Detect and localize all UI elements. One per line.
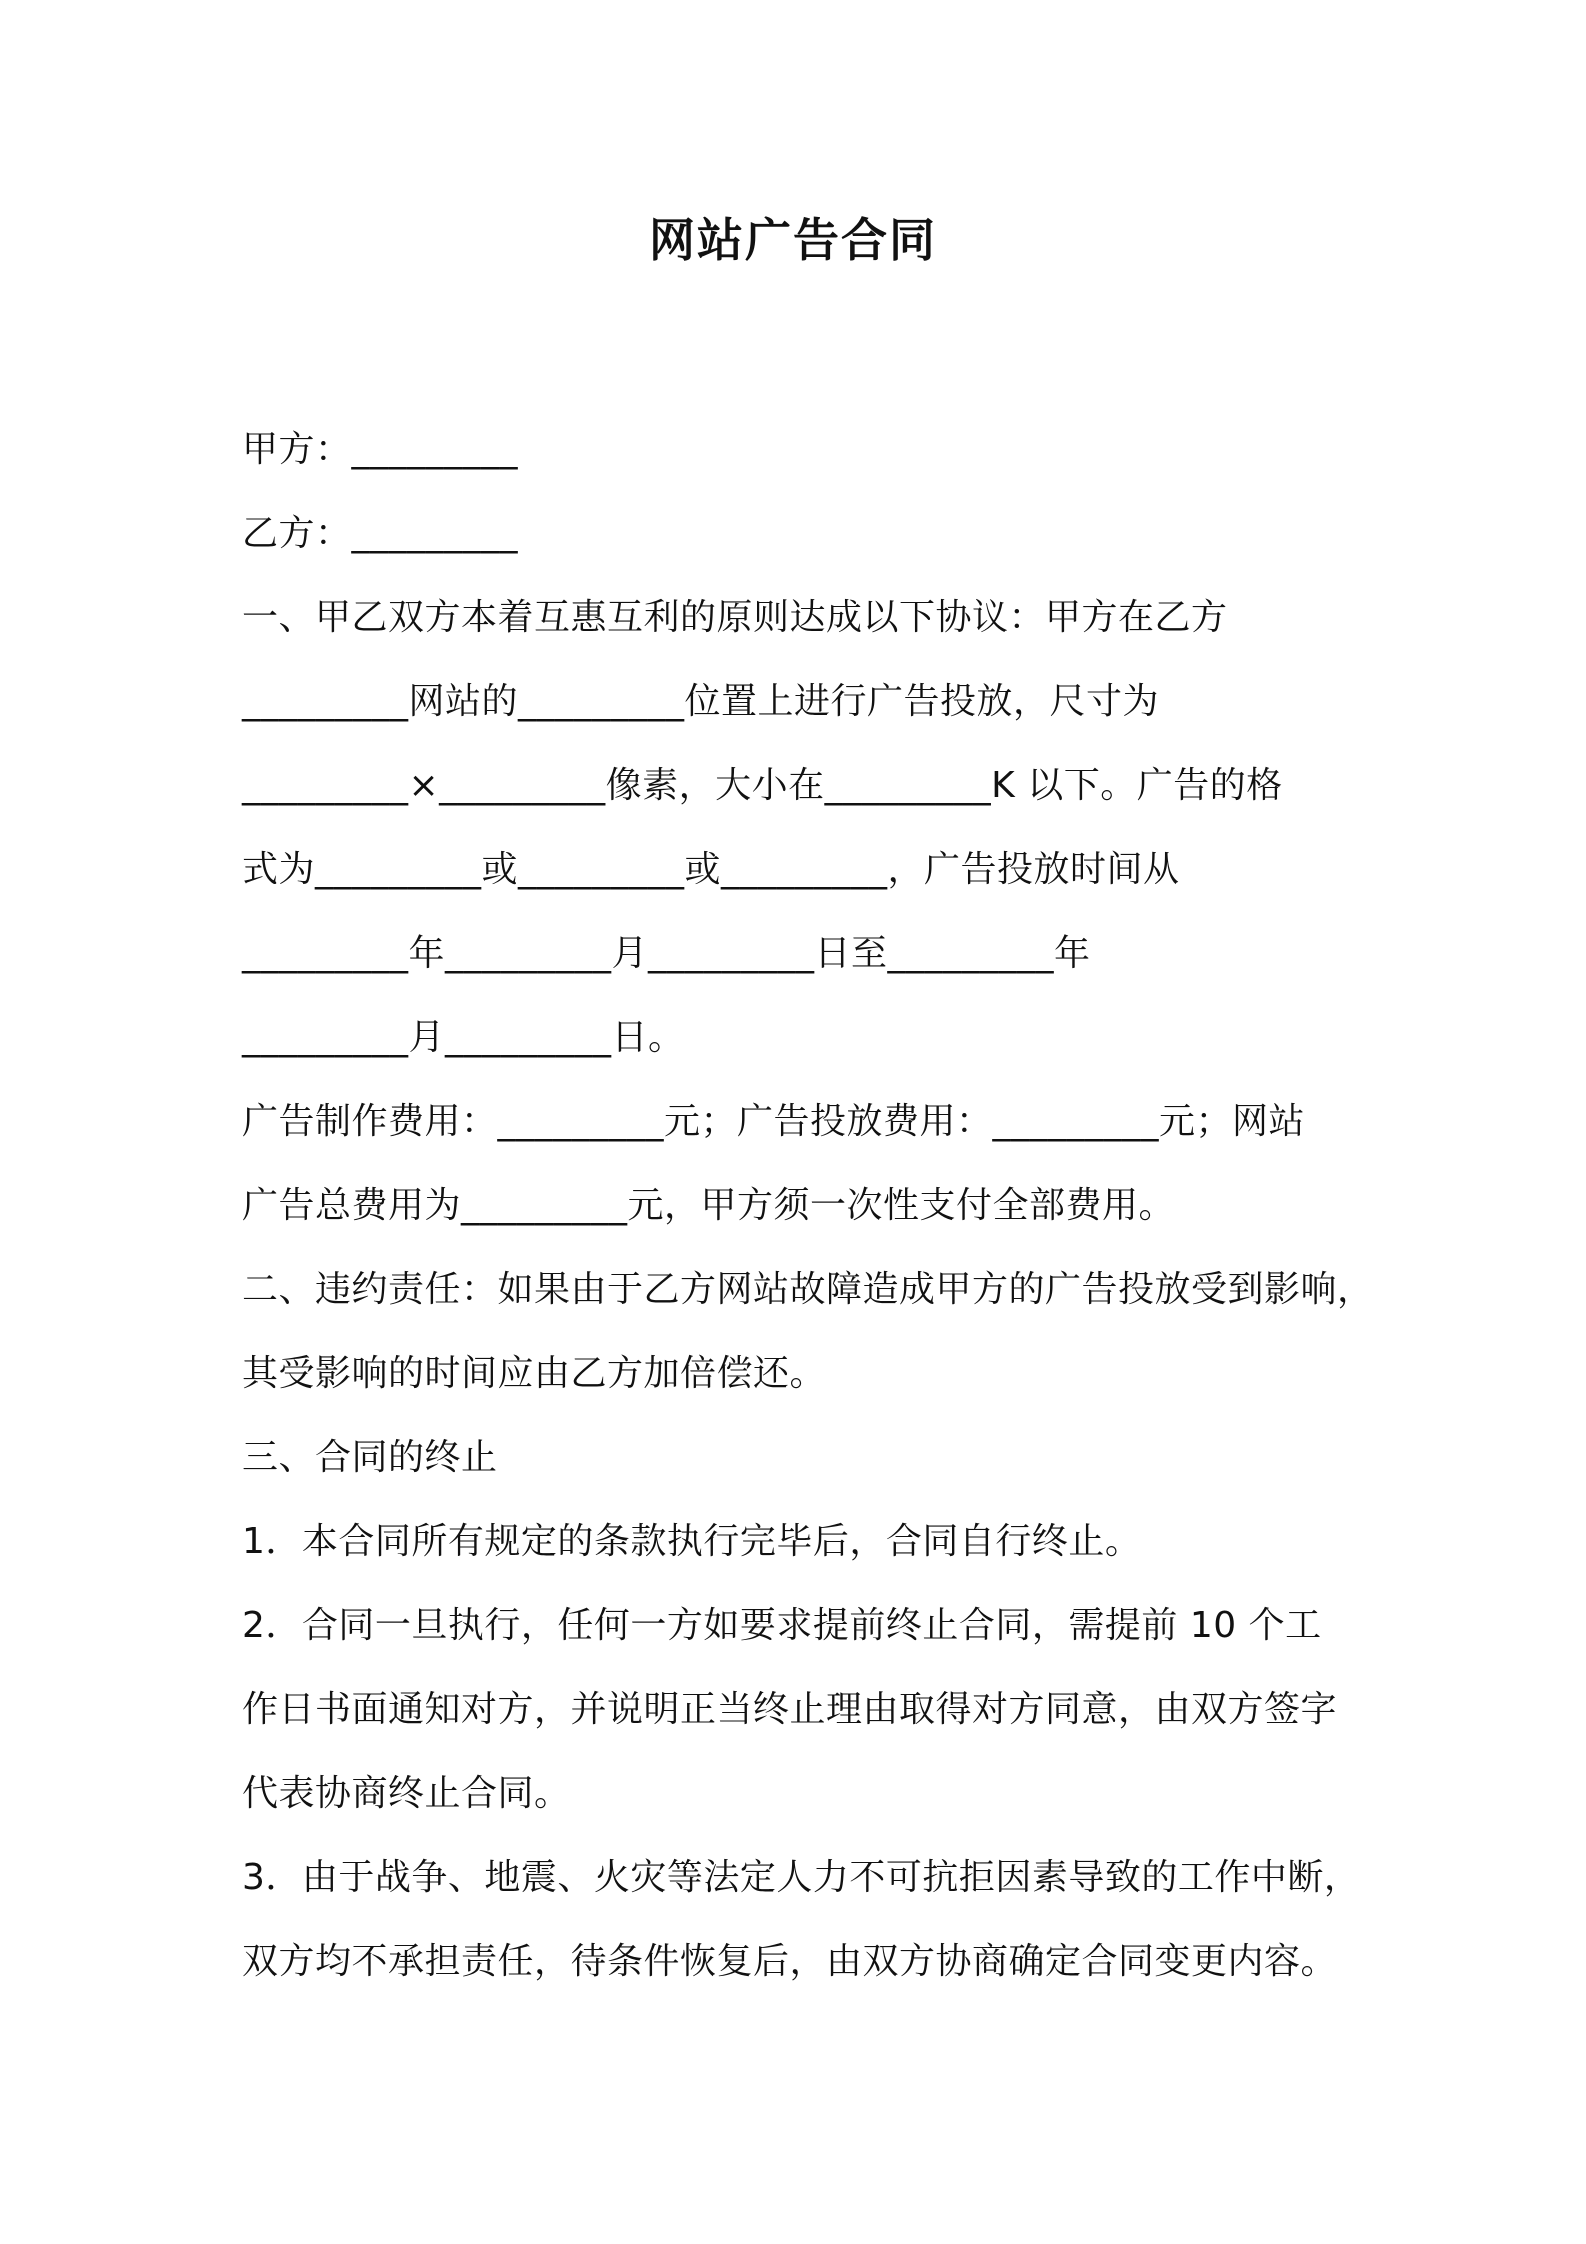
document-title: 网站广告合同 (649, 213, 937, 267)
clause-3-heading: 三、合同的终止 (242, 1437, 498, 1478)
clause-3-item-2-line-2: 作日书面通知对方，并说明正当终止理由取得对方同意，由双方签字 (242, 1689, 1338, 1730)
clause-3-item-3-line-1: 3．由于战争、地震、火灾等法定人力不可抗拒因素导致的工作中断， (242, 1857, 1361, 1898)
clause-3-item-2-line-3: 代表协商终止合同。 (242, 1773, 571, 1814)
clause-1-line-1: 一、甲乙双方本着互惠互利的原则达成以下协议：甲方在乙方 (242, 597, 1228, 638)
party-a-line: 甲方：_________ (242, 429, 519, 470)
clause-1-line-3: _________×_________像素，大小在_________K 以下。广告的格 (242, 765, 1283, 806)
clause-2-line-2: 其受影响的时间应由乙方加倍偿还。 (242, 1353, 827, 1394)
clause-3-item-3-line-2: 双方均不承担责任，待条件恢复后，由双方协商确定合同变更内容。 (242, 1941, 1338, 1982)
clause-1-line-4: 式为_________或_________或_________，广告投放时间从 (242, 849, 1180, 890)
clause-3-item-2-line-1: 2．合同一旦执行，任何一方如要求提前终止合同，需提前 10 个工 (242, 1605, 1322, 1646)
clause-1-line-5: _________年_________月_________日至_________年 (242, 933, 1091, 974)
clause-1-line-6: _________月_________日。 (242, 1017, 685, 1058)
clause-1-line-2: _________网站的_________位置上进行广告投放，尺寸为 (242, 681, 1160, 722)
clause-2-line-1: 二、违约责任：如果由于乙方网站故障造成甲方的广告投放受到影响， (242, 1269, 1374, 1310)
document-body (242, 408, 1374, 2004)
party-b-line: 乙方：_________ (242, 513, 519, 554)
fees-line-1: 广告制作费用：_________元；广告投放费用：_________元；网站 (242, 1101, 1306, 1142)
clause-3-item-1: 1．本合同所有规定的条款执行完毕后，合同自行终止。 (242, 1521, 1142, 1562)
fees-line-2: 广告总费用为_________元，甲方须一次性支付全部费用。 (242, 1185, 1176, 1226)
